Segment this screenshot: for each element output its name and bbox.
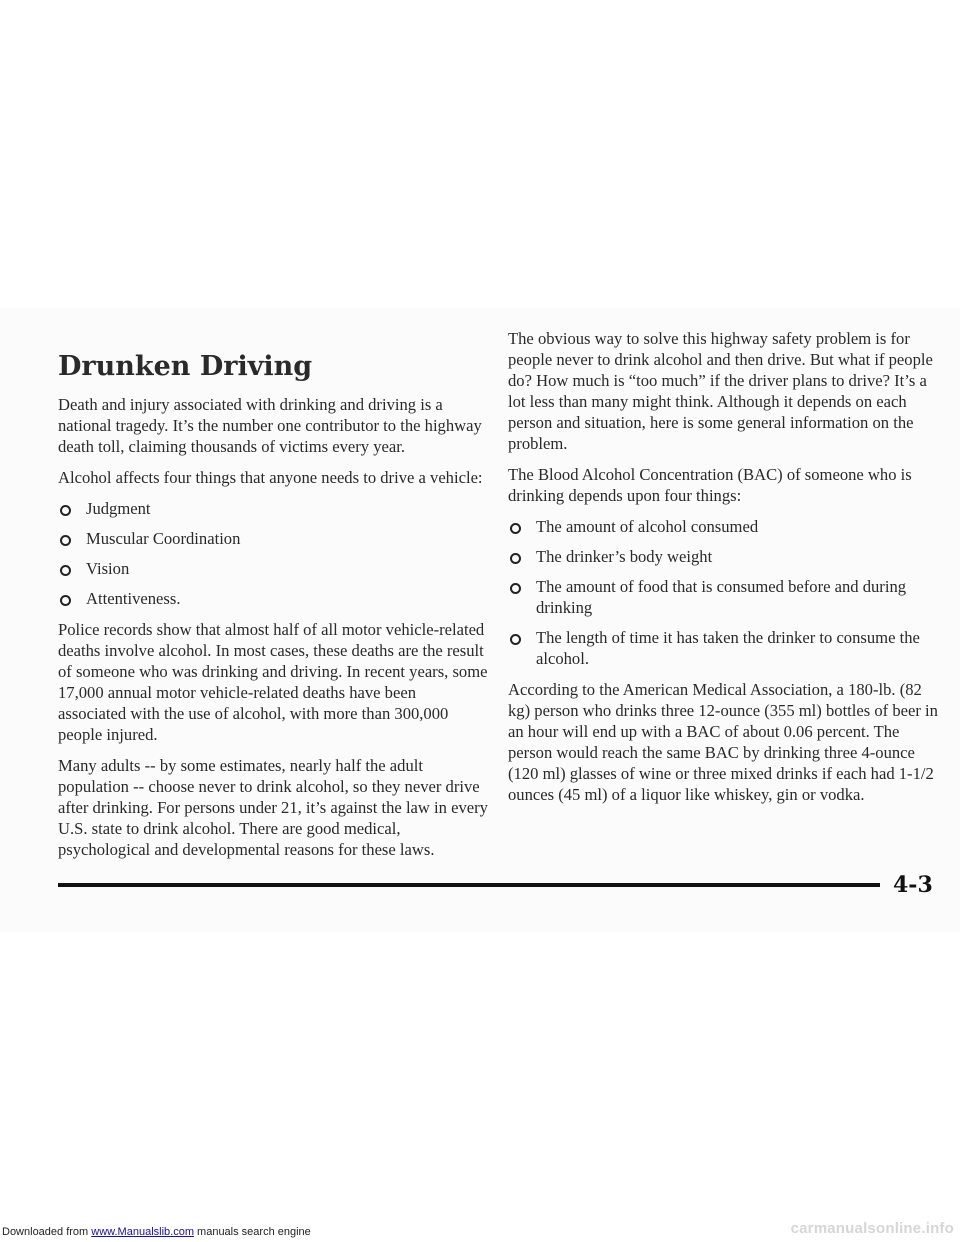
watermark: carmanualsonline.info xyxy=(790,1220,954,1237)
footer-suffix: manuals search engine xyxy=(193,1226,311,1238)
bullet-icon xyxy=(60,595,71,606)
section-heading: Drunken Driving xyxy=(58,351,313,382)
manualslib-link[interactable]: www.Manualslib.com xyxy=(91,1226,194,1238)
list-item: Vision xyxy=(58,558,488,579)
list-item: Muscular Coordination xyxy=(58,528,488,549)
list-item: The length of time it has taken the drinker to consume the alcohol. xyxy=(508,627,938,669)
list-item: Attentiveness. xyxy=(58,588,488,609)
intro-paragraph: Death and injury associated with drinking and driving is a national tragedy. It’s the number one contributor to the highway death toll, claiming thousands of victims every year. xyxy=(58,395,482,456)
bullet-icon xyxy=(510,583,521,594)
ama-paragraph: According to the American Medical Association, a 180-lb. (82 kg) person who drinks three 12-ounce (355 ml) bottles of beer in an hour will end up with a BAC of about 0.06 percent. The person would reach the same BAC by drinking three 4-ounce (120 ml) glasses of wine or three mixed drinks if each had 1-1/2 ounces (45 ml) of a liquor like whiskey, gin or vodka. xyxy=(508,680,938,804)
alcohol-affects-paragraph: Alcohol affects four things that anyone needs to drive a vehicle: xyxy=(58,468,483,487)
bullet-icon xyxy=(510,553,521,564)
bullet-icon xyxy=(510,523,521,534)
bac-paragraph: The Blood Alcohol Concentration (BAC) of someone who is drinking depends upon four things: xyxy=(508,465,912,505)
bullet-icon xyxy=(510,634,521,645)
page-number: 4-3 xyxy=(893,872,933,898)
download-footer xyxy=(2,1226,311,1238)
bullet-icon xyxy=(60,535,71,546)
list-item: The amount of alcohol consumed xyxy=(508,516,938,537)
left-column xyxy=(58,328,488,870)
police-records-paragraph: Police records show that almost half of all motor vehicle-related deaths involve alcohol. In most cases, these deaths are the result of someone who was drinking and driving. In recent years, some 17,000 annual motor vehicle-related deaths have been associated with the use of alcohol, with more than 300,000 people injured. xyxy=(58,620,488,744)
affects-list xyxy=(58,498,488,609)
list-item: Judgment xyxy=(58,498,488,519)
bullet-icon xyxy=(60,505,71,516)
bac-factors-list xyxy=(508,516,938,669)
adults-paragraph: Many adults -- by some estimates, nearly half the adult population -- choose never to drink alcohol, so they never drive after drinking. For persons under 21, it’s against the law in every U.S. state to drink alcohol. There are good medical, psychological and developmental reasons for these laws. xyxy=(58,756,488,859)
footer-rule xyxy=(58,883,880,887)
solution-paragraph: The obvious way to solve this highway safety problem is for people never to drink alcohol and then drive. But what if people do? How much is “too much” if the driver plans to drive? It’s a lot less than many might think. Although it depends on each person and situation, here is some general information on the problem. xyxy=(508,329,933,453)
list-item: The amount of food that is consumed before and during drinking xyxy=(508,576,938,618)
list-item: The drinker’s body weight xyxy=(508,546,938,567)
right-column xyxy=(508,328,938,815)
footer-prefix: Downloaded from xyxy=(2,1226,92,1238)
bullet-icon xyxy=(60,565,71,576)
